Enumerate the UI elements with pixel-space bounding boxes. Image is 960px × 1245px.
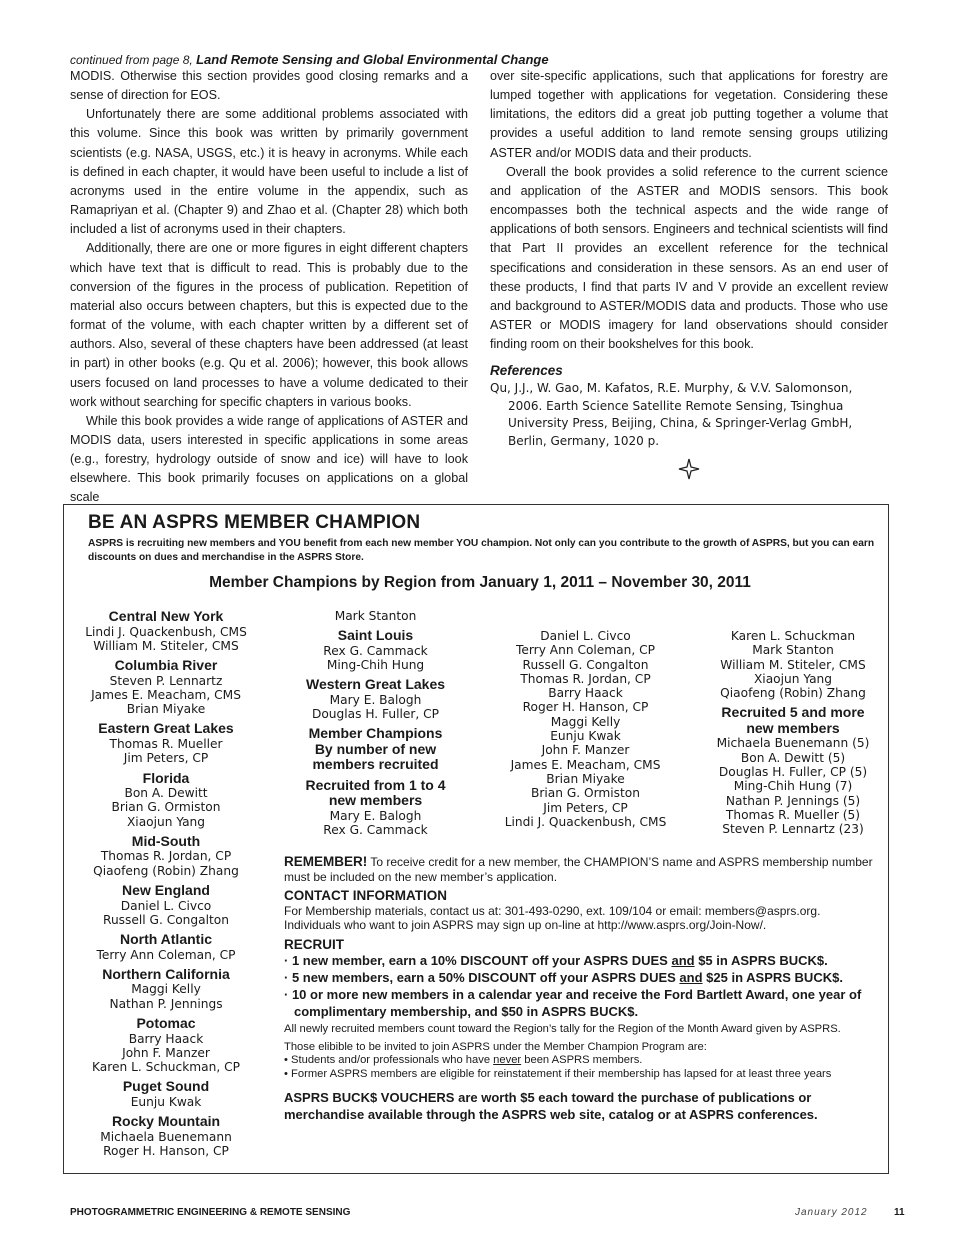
region-heading: Saint Louis xyxy=(337,627,414,644)
region-heading: Recruited 5 and more xyxy=(721,704,865,721)
champion-name: Barry Haack xyxy=(128,1031,204,1046)
champion-name: Barry Haack xyxy=(548,686,623,701)
paragraph: Overall the book provides a solid reference to the current science and application of the ASTER and MODIS sensors. This book encompasses both the technical aspects and the wide range of applications of both sensors. Engineers and technical scientists will find that Part II provides an excellent reference for the technical specifications and consideration in these sensors. As an end user of these products, I find that parts IV and V provide an excellent review and background to ASTER/MODIS data and products. Those who use ASTER or MODIS imagery for land observations should consider finding room on their bookshelves for this book. xyxy=(490,164,888,352)
eligible-intro: Those elibible to be invited to join ASPRS under the Member Champion Program are: xyxy=(284,1040,707,1053)
left-column xyxy=(70,67,468,508)
tally-note: All newly recruited members count toward the Region’s tally for the Region of the Month Award given by ASPRS. xyxy=(284,1023,841,1035)
recruit-text: $5 in ASPRS BUCK$. xyxy=(694,953,828,968)
champion-name: Terry Ann Coleman, CP xyxy=(96,947,236,962)
region-heading: Mid-South xyxy=(131,832,201,849)
region-heading: Member Champions xyxy=(308,725,443,742)
champion-name: Qiaofeng (Robin) Zhang xyxy=(720,686,866,701)
champion-name: Eunju Kwak xyxy=(130,1094,202,1109)
champion-name: Douglas H. Fuller, CP (5) xyxy=(718,765,868,780)
champion-name: Mark Stanton xyxy=(752,643,834,658)
champion-name: Maggi Kelly xyxy=(131,982,201,997)
info-section xyxy=(284,855,882,1123)
contact-line: Individuals who want to join ASPRS may sign up on-line at http://www.asprs.org/Join-Now/. xyxy=(284,918,767,932)
reference-item: Qu, J.J., W. Gao, M. Kafatos, R.E. Murphy, & V.V. Salomonson, 2006. Earth Science Satellite Remote Sensing, Tsinghua University Press, Beijing, China, & Springer-Verlag GmbH, Berlin, Germany, 1020 p. xyxy=(490,381,853,448)
champion-name: Nathan P. Jennings (5) xyxy=(725,793,861,808)
paragraph: MODIS. Otherwise this section provides good closing remarks and a sense of direction for EOS. xyxy=(70,69,468,103)
page-number: 11 xyxy=(894,1207,905,1218)
champion-name: Ming-Chih Hung (7) xyxy=(733,779,853,794)
champion-name: Thomas R. Jordan, CP xyxy=(100,849,232,864)
champion-name: Steven P. Lennartz xyxy=(109,673,223,688)
champion-name: Maggi Kelly xyxy=(550,714,621,729)
eligible-text: been ASPRS members. xyxy=(521,1054,643,1066)
recruit-underline: and xyxy=(671,953,695,968)
champion-name: Russell G. Congalton xyxy=(103,912,229,927)
continued-note xyxy=(70,52,549,67)
region-heading: By number of new xyxy=(314,740,437,757)
vouchers-note: ASPRS BUCK$ VOUCHERS are worth $5 each toward the purchase of publications or merchandise available through the ASPRS web site, catalog or at ASPRS conferences. xyxy=(284,1090,818,1122)
recruit-text: 1 new member, earn a 10% DISCOUNT off your ASPRS DUES xyxy=(291,953,672,968)
champion-name: Rex G. Cammack xyxy=(323,643,428,658)
champion-name: Bon A. Dewitt (5) xyxy=(740,750,846,765)
region-heading: new members xyxy=(746,719,840,736)
recruit-heading: RECRUIT xyxy=(284,936,344,952)
champion-name: Michaela Buenemann (5) xyxy=(716,736,870,751)
box-title: BE AN ASPRS MEMBER CHAMPION xyxy=(88,512,421,533)
issue-date: January 2012 xyxy=(795,1207,868,1218)
contact-heading: CONTACT INFORMATION xyxy=(284,888,447,903)
champion-name: Brian Miyake xyxy=(546,771,625,786)
champion-name: Thomas R. Jordan, CP xyxy=(520,671,651,686)
champion-name: Roger H. Hanson, CP xyxy=(522,700,649,715)
eligible-text: Students and/or professionals who have xyxy=(291,1054,494,1066)
box-subtitle: Member Champions by Region from January 1, 2011 – November 30, 2011 xyxy=(209,574,751,591)
recruit-item: · 1 new member, earn a 10% DISCOUNT off your ASPRS DUES and $5 in ASPRS BUCK$. xyxy=(284,953,828,968)
champion-name: Jim Peters, CP xyxy=(543,800,628,815)
region-heading: North Atlantic xyxy=(119,931,213,948)
champion-name: Brian Miyake xyxy=(126,702,206,717)
champion-name: Daniel L. Civco xyxy=(120,898,212,913)
champion-name: Xiaojun Yang xyxy=(753,671,833,686)
region-heading: new members xyxy=(328,792,423,809)
champion-name: Brian G. Ormiston xyxy=(111,800,221,815)
champion-name: Daniel L. Civco xyxy=(540,629,631,643)
region-heading: Columbia River xyxy=(114,657,218,674)
champion-name: William M. Stiteler, CMS xyxy=(720,657,866,672)
champion-name: William M. Stiteler, CMS xyxy=(93,638,239,653)
region-heading: Central New York xyxy=(108,608,224,624)
champion-name: Mary E. Balogh xyxy=(329,808,422,823)
champion-name: Rex G. Cammack xyxy=(323,823,428,838)
champion-name: Russell G. Congalton xyxy=(522,657,649,672)
champions-column-3 xyxy=(488,629,683,829)
champion-name: John F. Manzer xyxy=(122,1045,210,1060)
box-intro: ASPRS is recruiting new members and YOU benefit from each new member YOU champion. Not only can you contribute to the growth of ASPRS, but you can earn discounts on dues and merchandise in the ASPRS Store. xyxy=(88,538,875,563)
region-heading: Rocky Mountain xyxy=(111,1113,221,1130)
champion-name: Karen L. Schuckman, CP xyxy=(92,1060,240,1075)
remember-text: To receive credit for a new member, the CHAMPION’S name and ASPRS membership number must be included on the new member’s application. xyxy=(284,855,873,884)
references-heading: References xyxy=(490,363,563,379)
champion-name: Terry Ann Coleman, CP xyxy=(516,643,655,658)
champions-column-4 xyxy=(693,629,893,837)
end-of-article-star-icon xyxy=(678,458,700,480)
continued-title: Land Remote Sensing and Global Environmental Change xyxy=(196,52,549,67)
recruit-item: · 5 new members, earn a 50% DISCOUNT off your ASPRS DUES and $25 in ASPRS BUCK$. xyxy=(284,970,843,985)
right-column xyxy=(490,67,888,450)
champion-name: Brian G. Ormiston xyxy=(531,786,640,801)
region-heading: Recruited from 1 to 4 xyxy=(305,776,446,793)
champion-name: Thomas R. Mueller (5) xyxy=(725,807,861,822)
recruit-text: 5 new members, earn a 50% DISCOUNT off your ASPRS DUES xyxy=(291,970,680,985)
champion-name: Roger H. Hanson, CP xyxy=(103,1144,229,1159)
champion-name: Thomas R. Mueller xyxy=(109,736,223,751)
paragraph: over site-specific applications, such that applications for forestry are lumped together with applications for vegetation. Considering these limitations, the editors did a great job putting together a volume that provides a useful addition to land remote sensing groups utilizing ASTER and/or MODIS data and their products. xyxy=(490,69,888,160)
paragraph: While this book provides a wide range of applications of ASTER and MODIS data, users interested in specific applications in some areas (e.g., forestry, hydrology outside of snow and ice) will have to look elsewhere. This book primarily focuses on applications on a global scale xyxy=(70,413,468,505)
region-heading: Eastern Great Lakes xyxy=(98,720,234,737)
recruit-text: $25 in ASPRS BUCK$. xyxy=(702,970,843,985)
eligible-text: Former ASPRS members are eligible for reinstatement if their membership has lapsed for at least three years xyxy=(291,1067,832,1080)
recruit-text: 10 or more new members in a calendar year and receive the Ford Bartlett Award, one year of complimentary membership, and $50 in ASPRS BUCK$. xyxy=(291,987,862,1019)
champion-name: Qiaofeng (Robin) Zhang xyxy=(93,863,239,878)
champion-name: Jim Peters, CP xyxy=(123,751,209,766)
champion-name: Lindi J. Quackenbush, CMS xyxy=(85,624,247,639)
champion-name: Douglas H. Fuller, CP xyxy=(311,707,440,722)
champion-name: Lindi J. Quackenbush, CMS xyxy=(504,814,667,829)
paragraph: Additionally, there are one or more figures in eight different chapters which have text that is difficult to read. This is probably due to the conversion of the figures in the process of publication. Repetition of material also occurs between chapters, but this is expected due to the format of the volume, with each chapter written by a different set of authors. Also, several of these chapters have been addressed (at least in part) in other books (e.g. Qu et al. 2006); however, this book allows users focused on land processes to have a volume dedicated to their work without searching for specific chapters in various books. xyxy=(70,241,468,409)
eligible-item: • Former ASPRS members are eligible for reinstatement if their membership has lapsed for at least three years xyxy=(284,1067,832,1080)
champion-name: James E. Meacham, CMS xyxy=(91,687,241,702)
contact-line: For Membership materials, contact us at: 301-493-0290, ext. 109/104 or email: members@asprs.org. xyxy=(284,903,821,918)
recruit-underline: and xyxy=(679,970,703,985)
champion-name: Steven P. Lennartz (23) xyxy=(722,822,864,837)
region-heading: Puget Sound xyxy=(122,1078,210,1095)
champion-name: Karen L. Schuckman xyxy=(730,629,856,643)
champions-column-1 xyxy=(70,609,262,1158)
champion-name: Bon A. Dewitt xyxy=(124,786,208,801)
eligible-item: • Students and/or professionals who have never been ASPRS members. xyxy=(284,1054,643,1066)
champion-name: Xiaojun Yang xyxy=(126,814,206,829)
champion-name: John F. Manzer xyxy=(541,743,630,758)
champion-name: Michaela Buenemann xyxy=(100,1129,232,1144)
paragraph: Unfortunately there are some additional problems associated with this volume. Since this book was written by primarily government scientists (e.g. NASA, USGS, etc.) it is heavy in acronyms. While each is defined in each chapter, it would have been useful to include a list of acronyms used in the entire volume in the appendix, such as Ramapriyan et al. (Chapter 9) and Zhao et al. (Chapter 28) which both included a list of acronyms used in their chapters. xyxy=(70,107,468,237)
champions-column-2 xyxy=(278,609,473,838)
remember-label: REMEMBER! xyxy=(284,854,368,869)
region-heading: members recruited xyxy=(312,756,439,773)
region-heading: Potomac xyxy=(136,1015,196,1032)
remember-paragraph xyxy=(284,855,882,884)
eligible-underline: never xyxy=(493,1054,522,1066)
region-heading: New England xyxy=(122,882,210,899)
champion-name: Nathan P. Jennings xyxy=(109,996,223,1011)
champion-name: Ming-Chih Hung xyxy=(326,658,425,673)
region-heading: Florida xyxy=(142,769,190,786)
champion-name: Mark Stanton xyxy=(334,609,417,623)
champion-name: Mary E. Balogh xyxy=(329,692,422,707)
region-heading: Northern California xyxy=(102,965,230,982)
recruit-item: · 10 or more new members in a calendar year and receive the Ford Bartlett Award, one year of complimentary membership, and $50 in ASPRS BUCK$. xyxy=(284,987,862,1019)
champion-name: Eunju Kwak xyxy=(550,729,621,744)
journal-name: PHOTOGRAMMETRIC ENGINEERING & REMOTE SENSING xyxy=(70,1207,351,1218)
region-heading: Western Great Lakes xyxy=(305,676,446,693)
champion-name: James E. Meacham, CMS xyxy=(510,757,661,772)
continued-prefix: continued from page 8, xyxy=(70,53,193,67)
